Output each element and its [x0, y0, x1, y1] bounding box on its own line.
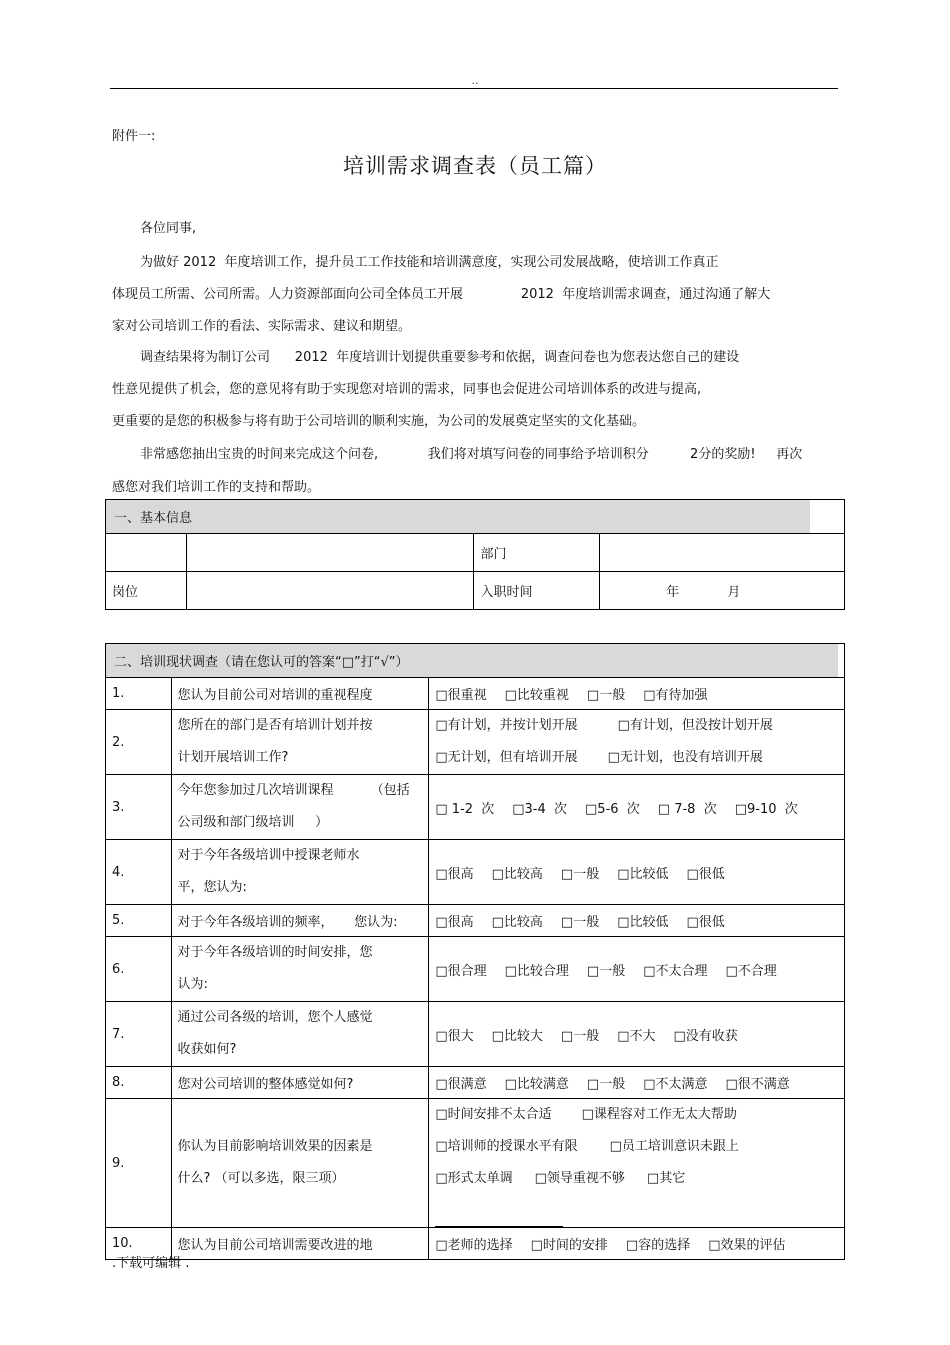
option-checkbox[interactable]: □不太合理: [643, 963, 708, 979]
section-title: 一、基本信息: [106, 500, 810, 533]
intro-line-7: 非常感您抽出宝贵的时间来完成这个问卷, 我们将对填写问卷的同事给予培训积分 2分的奖励! 再次: [140, 447, 803, 462]
question-text: 对于今年各级培训的频率， 您认为:: [171, 905, 429, 937]
position-label: 岗位: [106, 572, 187, 610]
question-text: 对于今年各级培训的时间安排，您 认为:: [171, 937, 429, 1002]
option-checkbox[interactable]: □很合理: [435, 963, 487, 979]
answer-options: [429, 840, 845, 905]
option-checkbox[interactable]: □很满意: [435, 1077, 487, 1092]
basic-info-table: [105, 499, 845, 610]
option-checkbox[interactable]: □课程容对工作无太大帮助: [581, 1107, 737, 1122]
question-number: 8.: [106, 1067, 172, 1099]
option-checkbox[interactable]: □ 7-8 次: [657, 801, 717, 817]
footer-note: .下载可编辑 .: [112, 1256, 190, 1271]
option-checkbox[interactable]: □不合理: [725, 963, 777, 979]
question-text: 您所在的部门是否有培训计划并按 计划开展培训工作?: [171, 710, 429, 775]
option-checkbox[interactable]: □9-10 次: [734, 801, 798, 817]
answer-options: [429, 1228, 845, 1260]
intro-line-3: 家对公司培训工作的看法、实际需求、建议和期望。: [112, 319, 412, 334]
hire-date-label: 入职时间: [474, 572, 600, 610]
document-title: 培训需求调查表（员工篇）: [343, 154, 607, 178]
question-row: [106, 937, 845, 1002]
answer-options: [429, 1099, 845, 1228]
answer-options: [429, 937, 845, 1002]
option-checkbox[interactable]: □没有收获: [673, 1028, 738, 1044]
annex-label: 附件一:: [112, 129, 156, 144]
question-number: 10.: [106, 1228, 172, 1260]
option-checkbox[interactable]: □其它: [646, 1171, 686, 1186]
question-row: [106, 905, 845, 937]
intro-line-8: 感您对我们培训工作的支持和帮助。: [112, 480, 321, 495]
option-checkbox[interactable]: □很低: [686, 866, 725, 882]
question-row: [106, 1099, 845, 1228]
question-text: 通过公司各级的培训，您个人感觉 收获如何?: [171, 1002, 429, 1067]
question-row: [106, 1067, 845, 1099]
option-checkbox[interactable]: □很大: [435, 1028, 474, 1044]
option-checkbox[interactable]: □培训师的授课水平有限: [435, 1139, 578, 1154]
option-checkbox[interactable]: □容的选择: [625, 1238, 691, 1253]
question-number: 1.: [106, 678, 172, 710]
option-checkbox[interactable]: □比较高: [491, 866, 543, 882]
question-row: [106, 840, 845, 905]
option-checkbox[interactable]: □很重视: [435, 688, 487, 703]
answer-options: [429, 710, 845, 775]
question-row: [106, 710, 845, 775]
option-checkbox[interactable]: □比较合理: [504, 963, 569, 979]
answer-options: [429, 1067, 845, 1099]
option-checkbox[interactable]: □比较重视: [504, 688, 569, 703]
answer-options: [429, 775, 845, 840]
question-text: 对于今年各级培训中授课老师水 平，您认为:: [171, 840, 429, 905]
other-input-line[interactable]: [435, 1214, 563, 1227]
option-checkbox[interactable]: □不大: [617, 1028, 656, 1044]
question-number: 2.: [106, 710, 172, 775]
option-checkbox[interactable]: □很不满意: [725, 1077, 790, 1092]
question-text: 你认为目前影响培训效果的因素是 什么? （可以多选，限三项）: [171, 1099, 429, 1228]
option-checkbox[interactable]: □比较低: [617, 915, 669, 930]
option-checkbox[interactable]: □比较低: [617, 866, 669, 882]
option-checkbox[interactable]: □领导重视不够: [534, 1171, 625, 1186]
option-checkbox[interactable]: □时间安排不太合适: [435, 1107, 552, 1122]
option-checkbox[interactable]: □比较满意: [504, 1077, 569, 1092]
intro-line-4: 调查结果将为制订公司 2012 年度培训计划提供重要参考和依据，调查问卷也为您表达您自己的建设: [140, 350, 740, 365]
month-label: 月: [727, 585, 741, 600]
dept-label: 部门: [474, 534, 600, 572]
question-text: 您认为目前公司对培训的重视程度: [171, 678, 429, 710]
survey-header: [106, 644, 845, 678]
name-label-cell: [106, 534, 187, 572]
option-checkbox[interactable]: □很高: [435, 866, 474, 882]
option-checkbox[interactable]: □有计划，并按计划开展: [435, 718, 578, 733]
dept-input-cell[interactable]: [600, 534, 845, 572]
option-checkbox[interactable]: □老师的选择: [435, 1238, 513, 1253]
intro-line-5: 性意见提供了机会，您的意见将有助于实现您对培训的需求，同事也会促进公司培训体系的改进与提高,: [112, 382, 702, 397]
option-checkbox[interactable]: □一般: [560, 1028, 600, 1044]
option-checkbox[interactable]: □比较大: [491, 1028, 543, 1044]
section-title: 二、培训现状调查（请在您认可的答案“□”打“√”）: [106, 644, 838, 677]
option-checkbox[interactable]: □3-4 次: [512, 801, 568, 817]
option-checkbox[interactable]: □有待加强: [643, 688, 708, 703]
question-text: 今年您参加过几次培训课程 （包括 公司级和部门级培训 ）: [171, 775, 429, 840]
option-checkbox[interactable]: □无计划，但有培训开展: [435, 750, 578, 765]
question-row: [106, 678, 845, 710]
question-number: 6.: [106, 937, 172, 1002]
option-checkbox[interactable]: □很低: [686, 915, 725, 930]
option-checkbox[interactable]: □比较高: [491, 915, 543, 930]
option-checkbox[interactable]: □ 1-2 次: [435, 801, 495, 817]
option-checkbox[interactable]: □有计划，但没按计划开展: [617, 718, 773, 733]
question-number: 3.: [106, 775, 172, 840]
option-checkbox[interactable]: □时间的安排: [530, 1238, 608, 1253]
option-checkbox[interactable]: □不太满意: [643, 1077, 708, 1092]
answer-options: [429, 678, 845, 710]
hire-date-input-cell[interactable]: [600, 572, 845, 610]
answer-options: [429, 905, 845, 937]
question-number: 7.: [106, 1002, 172, 1067]
option-checkbox[interactable]: □一般: [586, 1077, 626, 1092]
option-checkbox[interactable]: □员工培训意识未跟上: [609, 1139, 739, 1154]
option-checkbox[interactable]: □一般: [586, 688, 626, 703]
header-rule: [110, 88, 838, 89]
intro-line-1: 为做好 2012 年度培训工作，提升员工工作技能和培训满意度，实现公司发展战略，使培训工作真正: [140, 255, 719, 270]
year-label: 年: [666, 585, 680, 600]
option-checkbox[interactable]: □效果的评估: [708, 1238, 786, 1253]
position-input-cell[interactable]: [186, 572, 474, 610]
option-checkbox[interactable]: □很高: [435, 915, 474, 930]
question-row: [106, 1002, 845, 1067]
intro-line-2: 体现员工所需、公司所需。人力资源部面向公司全体员工开展 2012 年度培训需求调查，通过沟通了解大: [112, 287, 771, 302]
question-text: 您认为目前公司培训需要改进的地: [171, 1228, 429, 1260]
question-number: 9.: [106, 1099, 172, 1228]
question-row: [106, 775, 845, 840]
option-checkbox[interactable]: □形式太单调: [435, 1171, 513, 1186]
option-checkbox[interactable]: □无计划，也没有培训开展: [607, 750, 763, 765]
survey-table: [105, 643, 845, 1260]
question-row: [106, 1228, 845, 1260]
intro-line-6: 更重要的是您的积极参与将有助于公司培训的顺利实施，为公司的发展奠定坚实的文化基础。: [112, 414, 646, 429]
answer-options: [429, 1002, 845, 1067]
option-checkbox[interactable]: □一般: [560, 866, 600, 882]
option-checkbox[interactable]: □5-6 次: [585, 801, 640, 817]
name-input-cell[interactable]: [186, 534, 474, 572]
basic-info-header: [106, 500, 845, 534]
option-checkbox[interactable]: □一般: [560, 915, 600, 930]
question-text: 您对公司培训的整体感觉如何?: [171, 1067, 429, 1099]
question-number: 4.: [106, 840, 172, 905]
option-checkbox[interactable]: □一般: [586, 963, 626, 979]
header-mark: ..: [471, 74, 479, 87]
greeting: 各位同事,: [140, 221, 197, 236]
question-number: 5.: [106, 905, 172, 937]
